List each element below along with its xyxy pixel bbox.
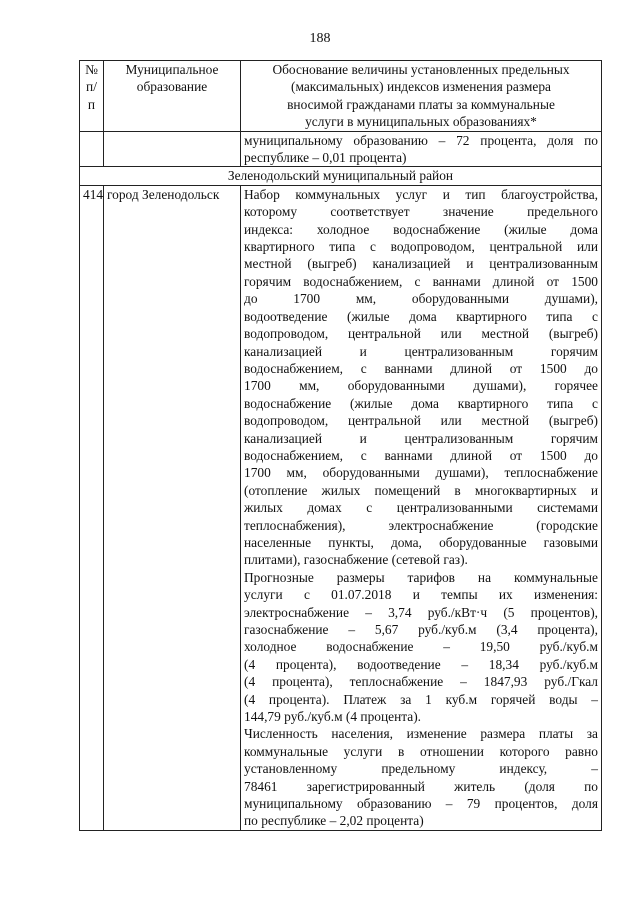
continuation-municipality-cell	[104, 131, 241, 167]
text-line: (4 процента), теплоснабжение – 1847,93 руб./Гкал	[244, 674, 598, 690]
paragraph-tariffs	[244, 569, 598, 726]
text-line: по республике – 2,02 процента)	[244, 813, 424, 829]
section-title: Зеленодольский муниципальный район	[80, 167, 602, 185]
row-number: 414	[80, 185, 104, 830]
header-justification	[241, 61, 602, 132]
continuation-line2: республике – 0,01 процента)	[244, 150, 407, 166]
table-row	[80, 185, 602, 830]
row-municipality: город Зеленодольск	[104, 185, 241, 830]
text-line: плитами), газоснабжение (сетевой газ).	[244, 552, 468, 568]
text-line: канализацией и централизованным горячим	[244, 343, 598, 359]
header-number-line1: №	[85, 62, 98, 77]
text-line: 78461 зарегистрированный житель (доля по	[244, 778, 598, 794]
text-line: водоснабжение (жилые дома квартирного типа с	[244, 395, 598, 411]
text-line: местной (выгреб) канализацией и централизованным	[244, 256, 598, 272]
text-line: (4 процента). Платеж за 1 куб.м горячей воды –	[244, 691, 598, 707]
text-line: (4 процента), водоотведение – 18,34 руб./куб.м	[244, 656, 598, 672]
header-justification-line1: Обоснование величины установленных предельных	[272, 62, 570, 77]
text-line: водопроводом, центральной или местной (выгреб)	[244, 326, 598, 342]
text-line: коммунальные услуги в отношении которого равно	[244, 743, 598, 759]
text-line: 1700 мм, оборудованными душами), горячее	[244, 378, 598, 394]
text-line: теплоснабжения), электроснабжение (городские	[244, 517, 598, 533]
text-line: квартирного типа с водопроводом, центральной или	[244, 239, 598, 255]
text-line: водоотведение (жилые дома квартирного типа с	[244, 308, 598, 324]
text-line: установленному предельному индексу, –	[244, 761, 598, 777]
text-line: (отопление жилых помещений в многоквартирных и	[244, 482, 598, 498]
text-line: водоснабжением, с ваннами длиной от 1500 до	[244, 360, 598, 376]
text-line: водопроводом, центральной или местной (выгреб)	[244, 413, 598, 429]
paragraph-service-set	[244, 186, 598, 569]
text-line: Численность населения, изменение размера платы за	[244, 726, 598, 742]
text-line: индекса: холодное водоснабжение (жилые дома	[244, 221, 598, 237]
text-line: газоснабжение – 5,67 руб./куб.м (3,4 процента),	[244, 622, 598, 637]
header-municipality	[104, 61, 241, 132]
text-line: холодное водоснабжение – 19,50 руб./куб.м	[244, 639, 598, 655]
continuation-number-cell	[80, 131, 104, 167]
tariff-table	[79, 60, 602, 831]
text-line: водоснабжением, с ваннами длиной от 1500 до	[244, 447, 598, 463]
header-justification-line3: вносимой гражданами платы за коммунальные	[287, 96, 555, 112]
section-row	[80, 167, 602, 185]
text-line: населенные пункты, дома, оборудованные газовыми	[244, 534, 598, 550]
text-line: жилых домах с централизованными системами	[244, 500, 598, 516]
table-header-row	[80, 61, 602, 132]
header-number-line2: п/п	[86, 79, 97, 112]
header-municipality-line2: образование	[136, 79, 208, 95]
text-line: услуги с 01.07.2018 и темпы их изменения:	[244, 587, 598, 603]
paragraph-population	[244, 725, 598, 829]
page-number: 188	[309, 31, 331, 46]
text-line: канализацией и централизованным горячим	[244, 430, 598, 446]
text-line: Набор коммунальных услуг и тип благоустройства,	[244, 186, 598, 202]
text-line: которому соответствует значение предельного	[244, 204, 598, 220]
text-line: муниципальному образованию – 79 процентов, доля	[244, 796, 598, 812]
text-line: Прогнозные размеры тарифов на коммунальные	[244, 569, 598, 585]
continuation-text-cell	[241, 131, 602, 167]
text-line: 1700 мм, оборудованными душами), теплоснабжение	[244, 465, 598, 481]
continuation-line1: муниципальному образованию – 72 процента, доля по	[244, 132, 598, 148]
header-number	[80, 61, 104, 132]
row-justification	[241, 185, 602, 830]
text-line: до 1700 мм, оборудованными душами),	[244, 291, 598, 307]
text-line: горячим водоснабжением, с ваннами длиной от 1500	[244, 273, 598, 289]
header-justification-line4: услуги в муниципальных образованиях*	[305, 114, 537, 130]
header-justification-line2: (максимальных) индексов изменения размера	[291, 79, 551, 95]
header-municipality-line1: Муниципальное	[125, 62, 219, 77]
continuation-row	[80, 131, 602, 167]
text-line: электроснабжение – 3,74 руб./кВт·ч (5 процентов),	[244, 604, 598, 620]
text-line: 144,79 руб./куб.м (4 процента).	[244, 709, 422, 725]
